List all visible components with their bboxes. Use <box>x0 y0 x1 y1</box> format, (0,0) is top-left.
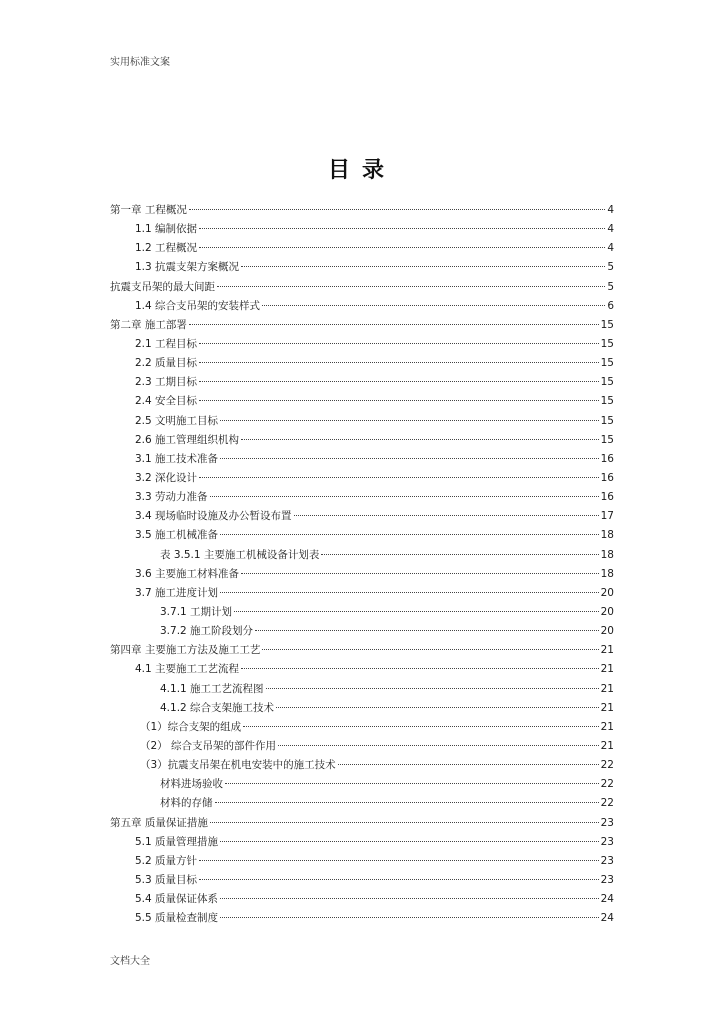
toc-entry[interactable] <box>110 316 614 335</box>
toc-dot-leader <box>241 439 599 440</box>
toc-dot-leader <box>220 592 599 593</box>
toc-entry-label: 表 3.5.1 主要施工机械设备计划表 <box>160 548 320 561</box>
toc-entry-page-number: 20 <box>600 625 614 638</box>
toc-entry-page-number: 18 <box>600 548 614 561</box>
toc-dot-leader <box>199 879 599 880</box>
toc-entry-label: 5.1 质量管理措施 <box>135 835 219 848</box>
toc-entry-page-number: 4 <box>607 204 614 216</box>
toc-entry-label: 2.6 施工管理组织机构 <box>135 433 240 446</box>
toc-entry[interactable] <box>110 412 614 431</box>
toc-entry[interactable] <box>110 660 614 679</box>
toc-entry-page-number: 4 <box>607 223 614 236</box>
toc-entry[interactable] <box>110 890 614 909</box>
toc-entry-label: 3.4 现场临时设施及办公暂设布置 <box>135 510 292 523</box>
toc-entry[interactable] <box>110 488 614 507</box>
toc-dot-leader <box>210 496 599 497</box>
toc-dot-leader <box>220 458 599 459</box>
toc-entry-label: 2.3 工期目标 <box>135 376 198 389</box>
toc-dot-leader <box>199 362 599 363</box>
toc-entry[interactable] <box>110 392 614 411</box>
toc-entry-label: 1.2 工程概况 <box>135 242 198 255</box>
toc-entry[interactable] <box>110 622 614 641</box>
toc-entry-page-number: 15 <box>600 357 614 370</box>
page-title: 目录 <box>327 158 396 183</box>
toc-dot-leader <box>189 209 605 210</box>
toc-dot-leader <box>278 745 599 746</box>
toc-entry-label: 1.4 综合支吊架的安装样式 <box>135 299 261 312</box>
toc-entry-label: 第四章 主要施工方法及施工工艺 <box>110 644 261 657</box>
toc-entry[interactable] <box>110 833 614 852</box>
toc-entry-label: 5.2 质量方针 <box>135 854 198 867</box>
toc-dot-leader <box>220 898 599 899</box>
toc-dot-leader <box>321 554 598 555</box>
toc-dot-leader <box>199 228 605 229</box>
toc-entry-page-number: 15 <box>600 376 614 389</box>
toc-entry-label: （3）抗震支吊架在机电安装中的施工技术 <box>140 759 336 772</box>
toc-entry-label: 3.3 劳动力准备 <box>135 491 208 504</box>
toc-entry-page-number: 15 <box>600 318 614 331</box>
toc-entry[interactable] <box>110 699 614 718</box>
toc-dot-leader <box>225 783 599 784</box>
toc-entry[interactable] <box>110 775 614 794</box>
toc-entry[interactable] <box>110 239 614 258</box>
toc-dot-leader <box>338 764 599 765</box>
toc-entry-page-number: 15 <box>600 395 614 408</box>
toc-entry-label: （2） 综合支吊架的部件作用 <box>140 739 277 752</box>
toc-dot-leader <box>199 400 599 401</box>
toc-entry-label: 5.4 质量保证体系 <box>135 893 219 906</box>
toc-entry-label: 5.3 质量目标 <box>135 873 198 886</box>
toc-entry-label: （1）综合支架的组成 <box>140 720 242 733</box>
table-of-contents <box>110 201 614 928</box>
toc-entry[interactable] <box>110 220 614 239</box>
toc-entry-label: 第一章 工程概况 <box>110 204 187 216</box>
toc-entry-label: 1.3 抗震支架方案概况 <box>135 261 240 274</box>
toc-entry[interactable] <box>110 507 614 526</box>
toc-entry[interactable] <box>110 278 614 297</box>
toc-entry-page-number: 17 <box>600 510 614 523</box>
toc-entry[interactable] <box>110 297 614 316</box>
toc-entry-page-number: 21 <box>600 720 614 733</box>
toc-entry-label: 4.1 主要施工工艺流程 <box>135 663 240 676</box>
toc-entry[interactable] <box>110 871 614 890</box>
toc-entry[interactable] <box>110 450 614 469</box>
toc-dot-leader <box>294 515 599 516</box>
toc-entry[interactable] <box>110 641 614 660</box>
toc-entry[interactable] <box>110 431 614 450</box>
toc-entry[interactable] <box>110 584 614 603</box>
toc-entry[interactable] <box>110 526 614 545</box>
toc-entry-page-number: 21 <box>600 663 614 676</box>
toc-entry-page-number: 23 <box>600 816 614 829</box>
toc-entry-page-number: 21 <box>600 701 614 714</box>
toc-entry[interactable] <box>110 258 614 277</box>
toc-entry[interactable] <box>110 546 614 565</box>
toc-entry-label: 2.2 质量目标 <box>135 357 198 370</box>
toc-entry-page-number: 20 <box>600 586 614 599</box>
toc-entry[interactable] <box>110 354 614 373</box>
toc-dot-leader <box>199 860 599 861</box>
toc-entry-page-number: 22 <box>600 778 614 791</box>
toc-dot-leader <box>199 343 599 344</box>
toc-dot-leader <box>189 324 599 325</box>
toc-entry-page-number: 24 <box>600 893 614 906</box>
toc-entry-page-number: 20 <box>600 605 614 618</box>
toc-entry[interactable] <box>110 737 614 756</box>
toc-dot-leader <box>220 534 599 535</box>
toc-entry-label: 第五章 质量保证措施 <box>110 816 208 829</box>
toc-dot-leader <box>243 726 598 727</box>
toc-entry-page-number: 21 <box>600 739 614 752</box>
toc-entry-label: 抗震支吊架的最大间距 <box>110 280 215 293</box>
toc-dot-leader <box>220 420 599 421</box>
toc-entry-label: 3.7.2 施工阶段划分 <box>160 625 254 638</box>
toc-entry-page-number: 6 <box>607 299 614 312</box>
toc-entry-page-number: 18 <box>600 529 614 542</box>
toc-dot-leader <box>276 707 599 708</box>
page-header: 实用标准文案 <box>110 57 170 68</box>
toc-entry[interactable] <box>110 756 614 775</box>
toc-entry-label: 4.1.2 综合支架施工技术 <box>160 701 275 714</box>
toc-entry-label: 3.5 施工机械准备 <box>135 529 219 542</box>
toc-entry-label: 材料进场验收 <box>160 778 223 791</box>
toc-entry-page-number: 5 <box>607 280 614 293</box>
toc-entry[interactable] <box>110 680 614 699</box>
toc-entry-label: 1.1 编制依据 <box>135 223 198 236</box>
toc-dot-leader <box>234 611 599 612</box>
toc-entry-page-number: 15 <box>600 337 614 350</box>
toc-entry-page-number: 21 <box>600 644 614 657</box>
toc-dot-leader <box>210 822 599 823</box>
toc-entry-page-number: 24 <box>600 912 614 925</box>
toc-entry-label: 3.7 施工进度计划 <box>135 586 219 599</box>
toc-dot-leader <box>199 381 599 382</box>
toc-dot-leader <box>220 917 599 918</box>
toc-entry[interactable] <box>110 373 614 392</box>
toc-entry-label: 3.2 深化设计 <box>135 471 198 484</box>
toc-dot-leader <box>217 286 605 287</box>
toc-entry-label: 4.1.1 施工工艺流程图 <box>160 682 264 695</box>
toc-entry-label: 3.7.1 工期计划 <box>160 605 233 618</box>
toc-entry-page-number: 23 <box>600 873 614 886</box>
toc-entry[interactable] <box>110 335 614 354</box>
toc-dot-leader <box>262 649 598 650</box>
toc-entry-label: 3.1 施工技术准备 <box>135 452 219 465</box>
toc-entry[interactable] <box>110 852 614 871</box>
toc-entry[interactable] <box>110 201 614 220</box>
toc-dot-leader <box>215 802 599 803</box>
toc-entry[interactable] <box>110 565 614 584</box>
toc-entry-page-number: 23 <box>600 835 614 848</box>
toc-entry-page-number: 4 <box>607 242 614 255</box>
toc-entry-page-number: 16 <box>600 471 614 484</box>
toc-entry-page-number: 15 <box>600 433 614 446</box>
page-footer: 文档大全 <box>110 956 150 967</box>
toc-entry-page-number: 16 <box>600 491 614 504</box>
toc-entry-label: 2.4 安全目标 <box>135 395 198 408</box>
toc-dot-leader <box>262 305 605 306</box>
toc-entry-page-number: 21 <box>600 682 614 695</box>
toc-entry[interactable] <box>110 603 614 622</box>
toc-dot-leader <box>266 688 599 689</box>
toc-entry-label: 第二章 施工部署 <box>110 318 187 331</box>
toc-entry[interactable] <box>110 469 614 488</box>
toc-entry[interactable] <box>110 794 614 813</box>
toc-entry-label: 3.6 主要施工材料准备 <box>135 567 240 580</box>
toc-entry-label: 2.1 工程目标 <box>135 337 198 350</box>
toc-dot-leader <box>241 266 605 267</box>
toc-entry[interactable] <box>110 814 614 833</box>
toc-entry-page-number: 22 <box>600 797 614 810</box>
toc-dot-leader <box>199 477 599 478</box>
toc-entry-page-number: 22 <box>600 759 614 772</box>
toc-entry-label: 2.5 文明施工目标 <box>135 414 219 427</box>
toc-dot-leader <box>255 630 599 631</box>
toc-dot-leader <box>220 841 599 842</box>
toc-entry-page-number: 15 <box>600 414 614 427</box>
toc-entry-page-number: 5 <box>607 261 614 274</box>
toc-entry-page-number: 18 <box>600 567 614 580</box>
toc-entry-page-number: 23 <box>600 854 614 867</box>
toc-entry[interactable] <box>110 909 614 928</box>
toc-entry-label: 材料的存储 <box>160 797 213 810</box>
toc-dot-leader <box>241 573 599 574</box>
toc-dot-leader <box>241 668 599 669</box>
toc-entry[interactable] <box>110 718 614 737</box>
toc-entry-page-number: 16 <box>600 452 614 465</box>
toc-dot-leader <box>199 247 605 248</box>
toc-entry-label: 5.5 质量检查制度 <box>135 912 219 925</box>
